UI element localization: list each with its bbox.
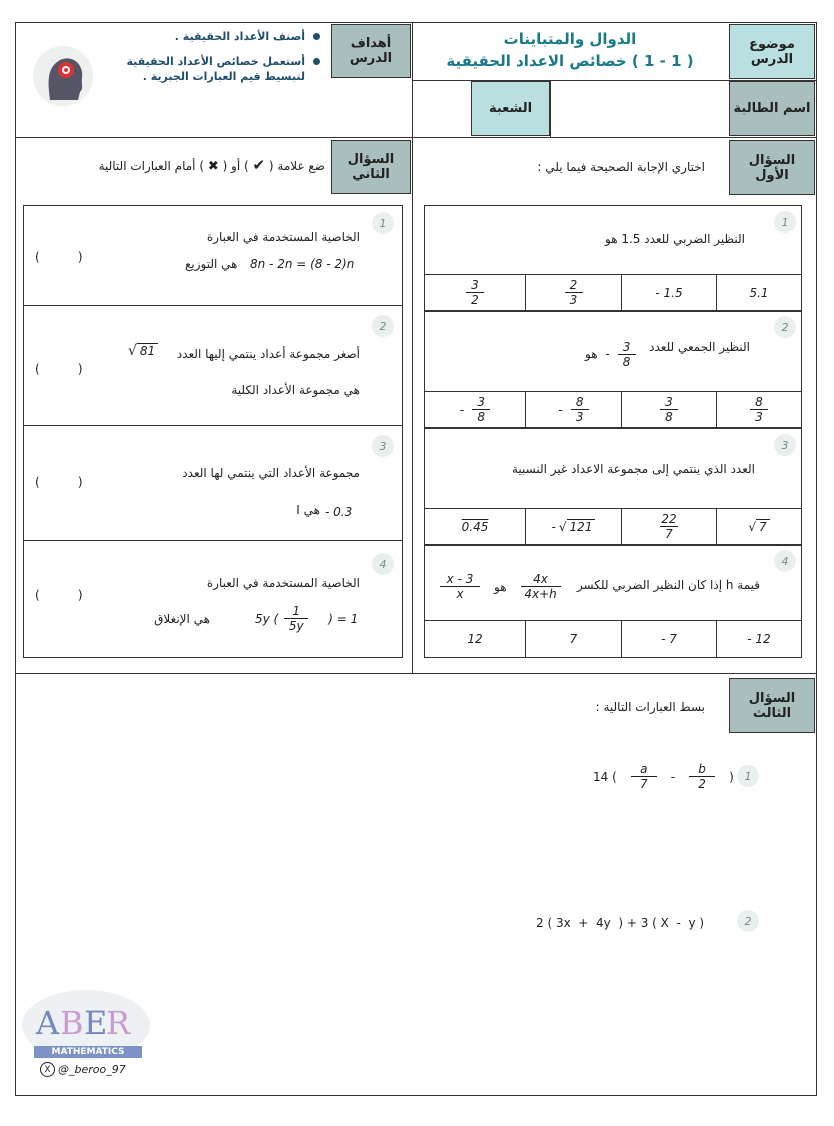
q1-item4-frac-b [440, 572, 480, 601]
q1-item4-option-c[interactable] [525, 620, 622, 658]
q1-item2-option-b-frac [660, 395, 678, 424]
q1-item2-frac-row [585, 340, 636, 369]
q1-item1-option-a[interactable] [716, 274, 802, 311]
frac-den: 2 [471, 293, 479, 307]
q2-item4-math-post: ) = 1 [328, 611, 359, 626]
q1-item4-option-b[interactable] [621, 620, 717, 658]
q3-item2-number: 2 [737, 910, 759, 932]
frac-num: 8 [575, 395, 584, 409]
q2-line2 [23, 425, 403, 426]
objectives-label: أهداف الدرس [349, 36, 393, 66]
frac-num: 3 [477, 395, 485, 409]
svg-text:R: R [106, 1004, 129, 1042]
q2-item1-number: 1 [372, 212, 394, 234]
section-divider [15, 673, 817, 674]
q1-item4-option-a-text: - 12 [747, 632, 771, 646]
q1-item2-frac [618, 340, 636, 369]
frac-den: 4x+h [524, 587, 557, 601]
subject-line2: ( 1 - 1 ) خصائص الاعداد الحقيقية [446, 52, 694, 70]
frac-den: 7 [665, 527, 673, 541]
logo-text: MATHEMATICS [51, 1047, 125, 1057]
q1-item1-option-c[interactable] [525, 274, 622, 311]
q2-item2-root-wrap [128, 343, 158, 359]
q1-item3-option-c-text: 121 [567, 519, 596, 534]
q1-label-cell [729, 140, 815, 195]
q1-item1-option-a-text: 5.1 [749, 285, 769, 300]
q2-instruction-b: ) أو ( [222, 159, 249, 173]
q1-item1-option-b[interactable] [621, 274, 717, 311]
q1-item2-option-a[interactable] [716, 391, 802, 428]
q2-item2-root: 81 [137, 343, 158, 358]
svg-text:B: B [60, 1004, 82, 1042]
frac-num: 4x [533, 572, 548, 586]
student-label-cell [729, 81, 815, 136]
objective-1-row [120, 30, 320, 43]
subject-line1: الدوال والمتباينات [503, 30, 637, 48]
q1-item4-text: قيمة h إذا كان النظير الضربي للكسر [576, 578, 760, 592]
q1-item1-option-d[interactable] [424, 274, 526, 311]
q1-item2-option-c[interactable] [525, 391, 622, 428]
section-label-cell [471, 81, 550, 136]
root-icon: √ [128, 343, 137, 359]
q2-item2-line2: هي مجموعة الأعداد الكلية [231, 383, 360, 397]
subject-label: موضوع الدرس [749, 36, 795, 67]
q1-item3-option-b-frac [660, 512, 678, 541]
student-name-divider [550, 80, 551, 137]
x-logo-icon: X [40, 1062, 55, 1077]
q1-item3-option-c[interactable] [525, 508, 622, 545]
q2-line3 [23, 540, 403, 541]
q1-item2-bottom-line [424, 428, 802, 429]
q2-item1-math: 8n - 2n = (8 - 2)n [250, 257, 355, 271]
q1-item1-option-c-frac [565, 278, 583, 307]
q3-label-b: الثالث [752, 705, 792, 721]
q2-item3-answer-paren[interactable]: ( ) [35, 475, 83, 489]
q2-item3-math: - 0.3 [325, 505, 353, 519]
q1-item3-option-c-sign: - [551, 519, 556, 534]
q2-item4-math-pre: 5y ( [255, 611, 279, 626]
section-label: الشعبة [488, 101, 533, 116]
q2-item4-frac [284, 604, 308, 633]
q1-item2-text: النظير الجمعي للعدد [649, 340, 750, 354]
q2-item4-line2: هي الإنغلاق [154, 612, 210, 626]
q2-label-cell [331, 140, 411, 194]
frac-num: 22 [661, 512, 677, 526]
q2-instruction [30, 156, 325, 174]
q1-item4-option-a[interactable] [716, 620, 802, 658]
root-icon: √ [748, 519, 756, 534]
frac-num: 3 [622, 340, 631, 354]
check-icon: ✔ [252, 156, 266, 174]
q1-item4-mid: هو [494, 579, 507, 594]
root-icon: √ [558, 519, 567, 534]
subject-label-cell [729, 24, 815, 79]
footer-handle: @_beroo_97 [58, 1063, 126, 1076]
objective-2b: لتبسيط قيم العبارات الجبرية . [142, 70, 305, 83]
q1-item2-tail: هو [585, 347, 598, 361]
q3-item1-math [593, 762, 734, 791]
q3-item1-pre: 14 ( [593, 769, 617, 784]
q1-item2-option-d[interactable] [424, 391, 526, 428]
q3-item1-frac-a [631, 762, 657, 791]
bullet-icon [313, 33, 320, 40]
q3-item1-op: - [670, 769, 676, 784]
frac-den: 7 [639, 777, 648, 791]
frac-den: x [456, 587, 464, 601]
frac-den: 3 [575, 410, 584, 424]
q2-item1-line1: الخاصية المستخدمة في العبارة [206, 230, 360, 244]
q1-instruction: اختاري الإجابة الصحيحة فيما يلي : [537, 160, 705, 174]
q1-item3-option-d-text: 0.45 [461, 519, 489, 534]
q1-item1-number: 1 [774, 211, 796, 233]
frac-num: x - 3 [446, 572, 474, 586]
q2-item1-row2 [185, 257, 249, 271]
footer-handle-row [40, 1062, 126, 1077]
q1-item2-option-a-frac [750, 395, 768, 424]
frac-den: 3 [755, 410, 763, 424]
q1-item2-option-d-sign: - [459, 402, 465, 417]
q1-item1-option-d-frac [466, 278, 484, 307]
frac-den: 2 [698, 777, 706, 791]
svg-text:A: A [36, 1004, 58, 1042]
q1-item3-number: 3 [774, 434, 796, 456]
frac-num: b [698, 762, 706, 776]
q1-item3-option-a-text: 7 [756, 519, 770, 534]
frac-num: 1 [292, 604, 301, 618]
objective-2-row [120, 55, 320, 68]
q2-item2-answer-paren[interactable]: ( ) [35, 362, 83, 376]
logo-banner [34, 1046, 142, 1058]
q2-item3-line2: هي I [296, 503, 320, 517]
frac-den: 3 [569, 293, 578, 307]
q2-item1-line2: هي التوزيع [185, 257, 238, 271]
objectives-label-cell [331, 24, 411, 78]
q1-item3-option-d[interactable] [424, 508, 526, 545]
q1-item2-option-c-frac [571, 395, 589, 424]
header-divider [412, 22, 413, 673]
q1-item4-option-d[interactable] [424, 620, 526, 658]
q1-item4-frac-a [521, 572, 561, 601]
frac-num: 2 [569, 278, 578, 292]
q1-item2-sign: - [605, 347, 610, 361]
frac-num: 3 [665, 395, 673, 409]
q1-item4-number: 4 [774, 550, 796, 572]
q3-instruction: بسط العبارات التالية : [595, 700, 705, 714]
q3-item2-math: 2 ( 3x + 4y ) + 3 ( X - y ) [536, 916, 705, 930]
subject-title [420, 30, 720, 70]
frac-num: 3 [471, 278, 479, 292]
q2-item4-number: 4 [372, 553, 394, 575]
q1-item4-math [440, 572, 561, 601]
q3-item1-post: ) [729, 769, 734, 784]
svg-text:E: E [84, 1004, 106, 1042]
header-bottom-line [15, 137, 817, 138]
q2-item1-answer-paren[interactable]: ( ) [35, 250, 83, 264]
q2-item4-line1: الخاصية المستخدمة في العبارة [206, 576, 360, 590]
objective-1: أصنف الأعداد الحقيقية . [174, 30, 305, 43]
q1-item4-option-c-text: 7 [569, 632, 578, 646]
head-illustration-icon [28, 38, 98, 118]
frac-den: 8 [477, 410, 485, 424]
student-label: اسم الطالبة [733, 101, 811, 116]
q2-instruction-a: ضع علامة ( [268, 159, 325, 173]
q1-item4-option-b-text: - 7 [661, 632, 677, 646]
q2-item3-line1: مجموعة الأعداد التي ينتمي لها العدد [182, 466, 360, 480]
frac-den: 8 [622, 355, 631, 369]
q2-item4-math [255, 604, 358, 633]
q1-label-a: السؤال [748, 152, 796, 168]
q1-item4-option-d-text: 12 [467, 632, 483, 646]
q1-item3-bottom-line [424, 545, 802, 546]
q1-label-b: الأول [755, 167, 789, 183]
frac-num: a [640, 762, 648, 776]
q1-item2-option-d-frac [472, 395, 490, 424]
q2-label-a: السؤال [347, 152, 395, 167]
q2-item2-number: 2 [372, 315, 394, 337]
q1-item1-text: النظير الضربي للعدد 1.5 هو [605, 232, 745, 246]
q2-label-b: الثاني [352, 167, 390, 182]
q3-item1-number: 1 [737, 765, 759, 787]
q2-item2-line1: أصغر مجموعة أعداد ينتمي إليها العدد [176, 347, 360, 361]
q1-item1-bottom-line [424, 311, 802, 312]
q1-item3-text: العدد الذي ينتمي إلى مجموعة الاعداد غير النسبية [511, 462, 755, 476]
q1-item1-option-b-text: - 1.5 [655, 285, 683, 300]
frac-num: 8 [755, 395, 763, 409]
q3-label-cell [729, 678, 815, 733]
q1-item3-option-b[interactable] [621, 508, 717, 545]
q2-line1 [23, 305, 403, 306]
q1-item2-number: 2 [774, 316, 796, 338]
objective-2a: أستعمل خصائص الأعداد الحقيقية [126, 55, 305, 68]
q2-item3-number: 3 [372, 435, 394, 457]
q1-item2-option-b[interactable] [621, 391, 717, 428]
cross-icon: ✖ [207, 159, 219, 174]
abeer-logo-icon [34, 1002, 144, 1050]
objectives-list [120, 30, 320, 83]
q1-item3-option-a[interactable] [716, 508, 802, 545]
q3-item1-frac-b [689, 762, 715, 791]
frac-den: 8 [665, 410, 673, 424]
frac-den: 5y [288, 619, 304, 633]
q2-item4-answer-paren[interactable]: ( ) [35, 588, 83, 602]
bullet-icon [313, 58, 320, 65]
q2-instruction-c: ) أمام العبارات التالية [98, 159, 204, 173]
q3-label-a: السؤال [748, 690, 796, 706]
q1-item2-option-c-sign: - [558, 402, 563, 417]
